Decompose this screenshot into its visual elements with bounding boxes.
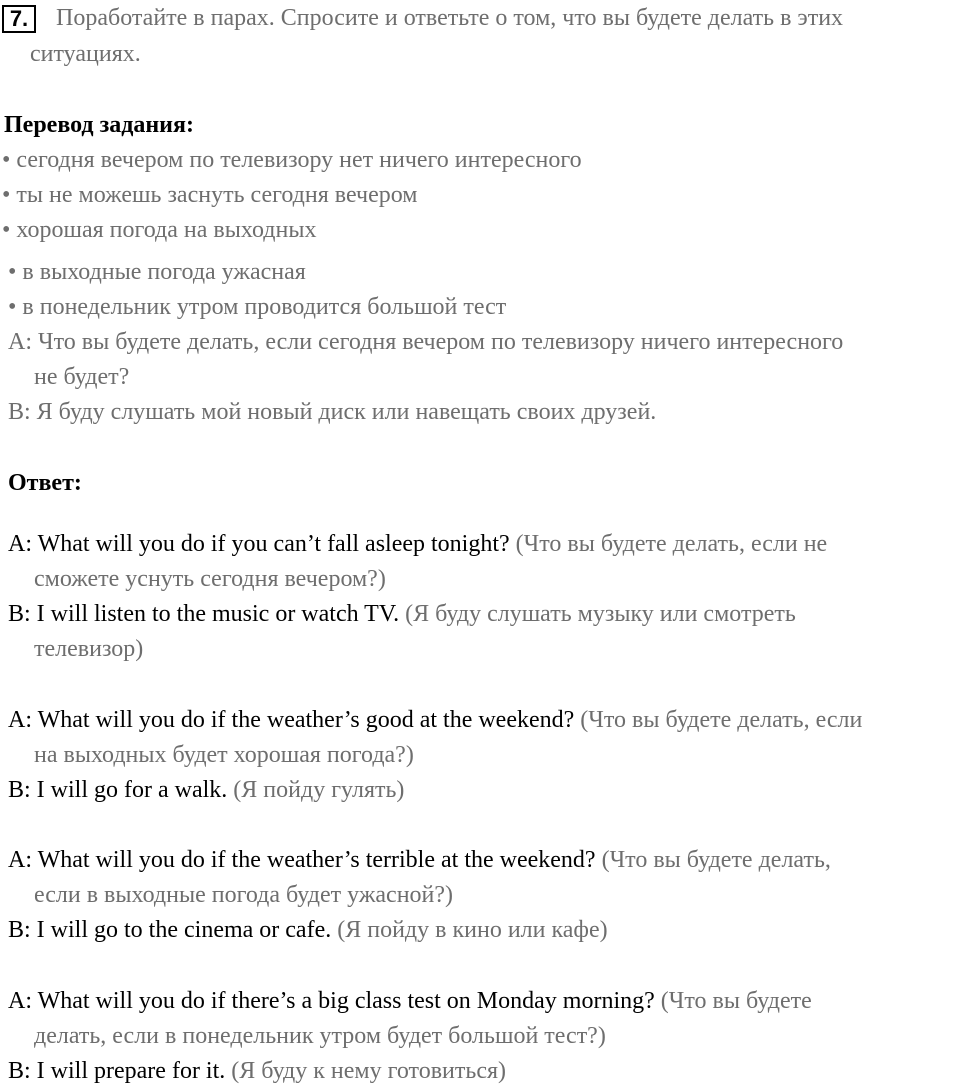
translation-bullet-4: • в выходные погода ужасная	[8, 259, 306, 285]
translation-a-line1: A: Что вы будете делать, если сегодня вечером по телевизору ничего интересного	[8, 329, 844, 355]
task-text-line2: ситуациях.	[30, 41, 141, 67]
dialog-3-question-ru: (Что вы будете делать,	[595, 847, 831, 873]
dialog-3-question-ru-cont: если в выходные погода будет ужасной?)	[34, 882, 454, 908]
dialog-3-answer-ru: (Я пойду в кино или кафе)	[331, 917, 608, 943]
dialog-4-question-en: A: What will you do if there’s a big class test on Monday morning?	[8, 988, 655, 1014]
translation-heading: Перевод задания:	[4, 112, 194, 138]
dialog-3-answer-en: B: I will go to the cinema or cafe.	[8, 917, 332, 943]
dialog-2-question-en: A: What will you do if the weather’s good at the weekend?	[8, 707, 575, 733]
dialog-4-answer-ru: (Я буду к нему готовиться)	[225, 1058, 506, 1084]
dialog-2-answer	[8, 775, 404, 805]
dialog-2-question-ru: (Что вы будете делать, если	[574, 707, 863, 733]
dialog-1-question-ru-cont: сможете уснуть сегодня вечером?)	[34, 566, 386, 592]
dialog-3-question-en: A: What will you do if the weather’s terrible at the weekend?	[8, 847, 596, 873]
dialog-4-question-ru-cont: делать, если в понедельник утром будет большой тест?)	[34, 1023, 606, 1049]
translation-bullet-5: • в понедельник утром проводится большой тест	[8, 294, 507, 320]
translation-bullet-1: • сегодня вечером по телевизору нет ничего интересного	[2, 147, 582, 173]
dialog-3-answer	[8, 915, 608, 945]
dialog-2-question-ru-cont: на выходных будет хорошая погода?)	[34, 742, 414, 768]
dialog-1-answer	[8, 599, 796, 629]
dialog-1-answer-ru: (Я буду слушать музыку или смотреть	[399, 601, 796, 627]
dialog-1-answer-en: B: I will listen to the music or watch TV.	[8, 601, 400, 627]
dialog-1-answer-ru-cont: телевизор)	[34, 636, 144, 662]
dialog-2-answer-ru: (Я пойду гулять)	[227, 777, 405, 803]
dialog-3-question	[8, 845, 831, 875]
translation-a-line2: не будет?	[34, 364, 130, 390]
dialog-4-answer	[8, 1056, 506, 1086]
dialog-4-question	[8, 986, 812, 1016]
translation-bullet-2: • ты не можешь заснуть сегодня вечером	[2, 182, 418, 208]
dialog-2-answer-en: B: I will go for a walk.	[8, 777, 228, 803]
task-number-badge: 7.	[2, 5, 36, 33]
translation-b-line: B: Я буду слушать мой новый диск или навещать своих друзей.	[8, 399, 657, 425]
dialog-4-question-ru: (Что вы будете	[654, 988, 812, 1014]
translation-bullet-3: • хорошая погода на выходных	[2, 217, 317, 243]
dialog-4-answer-en: B: I will prepare for it.	[8, 1058, 226, 1084]
task-text-line1: Поработайте в парах. Спросите и ответьте о том, что вы будете делать в этих	[56, 5, 844, 31]
dialog-1-question-en: A: What will you do if you can’t fall asleep tonight?	[8, 531, 510, 557]
answer-heading: Ответ:	[8, 470, 82, 496]
dialog-1-question	[8, 529, 827, 559]
dialog-1-question-ru: (Что вы будете делать, если не	[509, 531, 828, 557]
dialog-2-question	[8, 705, 862, 735]
